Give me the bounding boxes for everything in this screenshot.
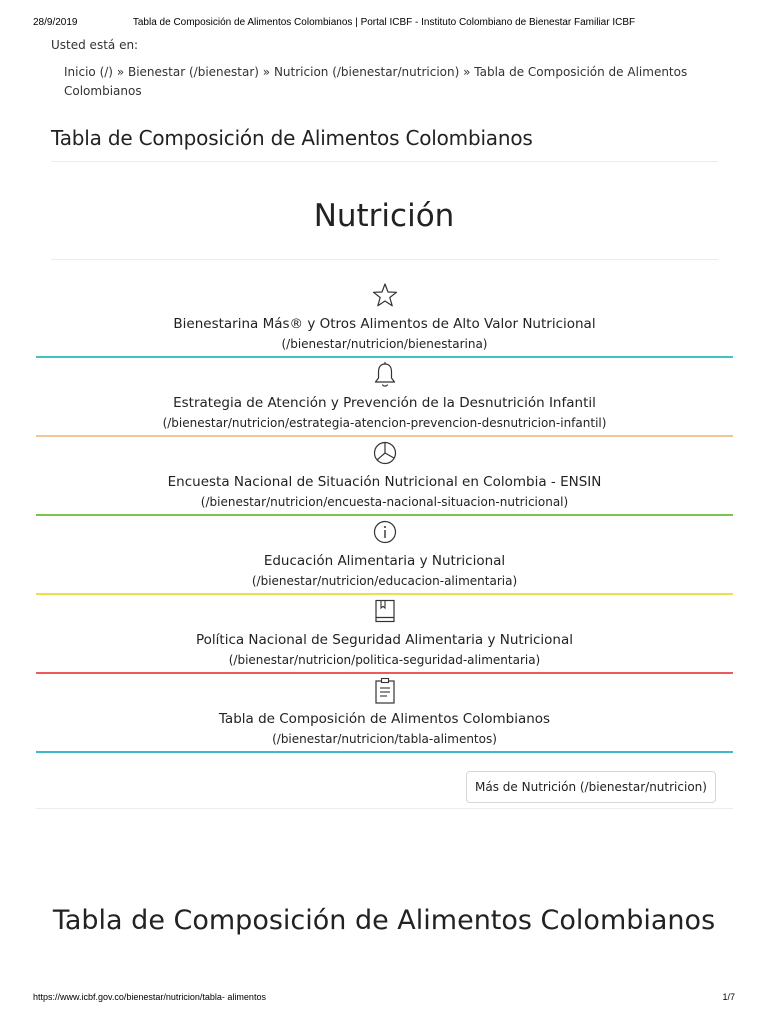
breadcrumb-home-link[interactable]: Inicio (/) [64,65,113,79]
nav-item-path: (/bienestar/nutricion/tabla-alimentos) [272,732,497,746]
breadcrumb-separator: » [463,65,471,79]
info-icon [36,519,733,547]
nav-item-label: Educación Alimentaria y Nutricional [263,553,506,569]
nav-item-label: Estrategia de Atención y Prevención de la Desnutrición Infantil [173,395,596,411]
breadcrumb-bienestar-link[interactable]: Bienestar (/bienestar) [127,65,259,79]
you-are-here-label: Usted está en: [51,38,139,52]
print-url: https://www.icbf.gov.co/bienestar/nutricion/tabla- alimentos [33,992,266,1002]
nav-item-color-bar [36,751,733,753]
section-title: Nutrición [313,198,455,234]
book-icon [36,598,733,626]
nav-item-path: (/bienestar/nutricion/bienestarina) [281,337,488,351]
star-icon [36,282,733,310]
nav-item-educacion[interactable] [36,516,733,595]
breadcrumb [64,63,704,101]
nav-item-tabla-alimentos[interactable] [36,674,733,753]
nav-item-label: Bienestarina Más® y Otros Alimentos de Alto Valor Nutricional [173,316,596,332]
print-page-number: 1/7 [722,992,735,1002]
title-divider [51,161,718,162]
nav-item-ensin[interactable] [36,437,733,516]
print-document-title: Tabla de Composición de Alimentos Colombianos | Portal ICBF - Instituto Colombiano de Bienestar Familiar ICBF [132,17,636,28]
nav-item-label: Tabla de Composición de Alimentos Colombianos [218,711,551,727]
nav-item-path: (/bienestar/nutricion/politica-seguridad-alimentaria) [228,653,541,667]
nav-item-bienestarina[interactable] [36,279,733,358]
nav-bottom-divider [36,808,733,809]
nutrition-nav-list [36,279,733,753]
nav-item-label: Encuesta Nacional de Situación Nutricional en Colombia - ENSIN [167,474,602,490]
nav-item-label: Política Nacional de Seguridad Alimentaria y Nutricional [195,632,574,648]
content-heading: Tabla de Composición de Alimentos Colombianos [52,905,716,936]
clipboard-icon [36,677,733,705]
print-date: 28/9/2019 [33,17,78,28]
breadcrumb-nutricion-link[interactable]: Nutricion (/bienestar/nutricion) [273,65,460,79]
breadcrumb-current: Tabla de Composición de Alimentos Colombianos [64,65,688,98]
breadcrumb-separator: » [116,65,125,79]
bell-icon [36,361,733,389]
nav-item-path: (/bienestar/nutricion/encuesta-nacional-situacion-nutricional) [200,495,569,509]
nav-item-politica[interactable] [36,595,733,674]
nav-item-path: (/bienestar/nutricion/educacion-alimentaria) [251,574,518,588]
nav-item-path: (/bienestar/nutricion/estrategia-atencion-prevencion-desnutricion-infantil) [162,416,607,430]
section-divider [51,259,718,260]
nav-item-estrategia[interactable] [36,358,733,437]
pie-chart-icon [36,440,733,468]
breadcrumb-separator: » [262,65,271,79]
more-nutrition-button[interactable]: Más de Nutrición (/bienestar/nutricion) [466,771,716,803]
page-title: Tabla de Composición de Alimentos Colombianos [51,126,533,150]
